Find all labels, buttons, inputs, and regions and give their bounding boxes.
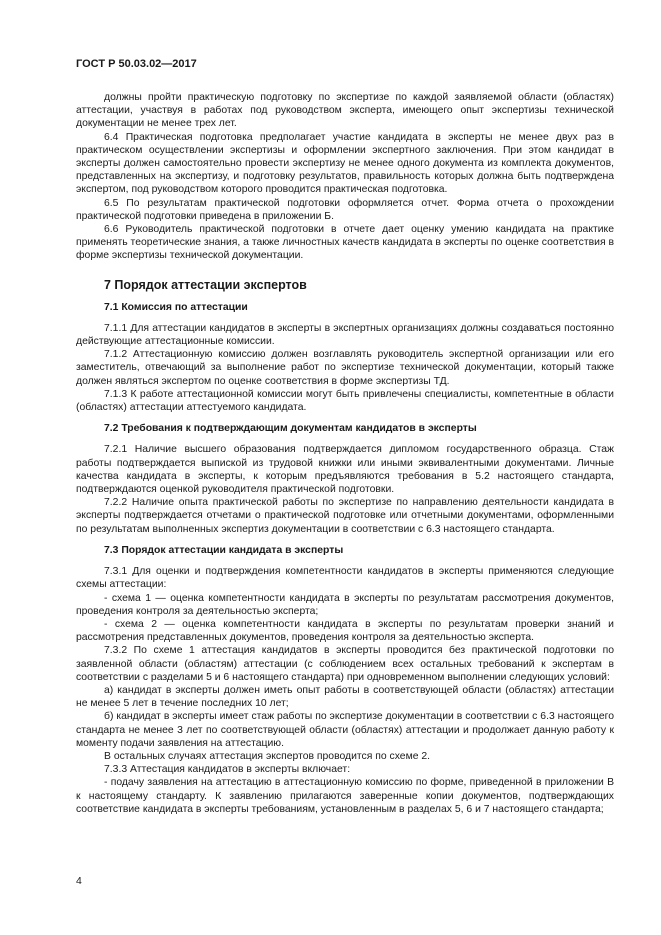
document-header: ГОСТ Р 50.03.02—2017 — [76, 58, 197, 70]
list-item-scheme-2: - схема 2 — оценка компетентности кандидата в эксперты по результатам проверки знаний и рассмотрения представленных документов, проведения контроля за деятельностью эксперта. — [76, 618, 614, 644]
paragraph-7-3-2: 7.3.2 По схеме 1 аттестация кандидатов в эксперты проводится без практической подготовки по заявленной области (областям) аттестации (с соблюдением всех остальных требований к экспертам в соответствии с разделами 5 и 6 настоящего стандарта) при одновременном выполнении следующих условий: — [76, 645, 614, 683]
paragraph-7-2-2: 7.2.2 Наличие опыта практической работы по экспертизе по направлению деятельности кандидата в эксперты подтверждается отчетами о практической подготовке или отчетными документами, оформленными по результатам выполненных экспертиз документации в соответствии с 6.3 настоящего стандарта. — [76, 497, 614, 535]
document-body — [76, 91, 614, 816]
paragraph-6-6: 6.6 Руководитель практической подготовки в отчете дает оценку умению кандидата на практике применять теоретические знания, а также личностных качеств кандидата в эксперты по оценке соответствия в форме экспертизы технической документации. — [76, 224, 614, 262]
section-7-2-heading: 7.2 Требования к подтверждающим документам кандидатов в эксперты — [104, 423, 477, 435]
list-item-submit-application: - подачу заявления на аттестацию в аттестационную комиссию по форме, приведенной в приложении В к настоящему стандарту. К заявлению прилагаются заверенные копии документов, подтверждающих соответствие кандидата в эксперты требованиям, установленным в разделах 5, 6 и 7 настоящего стандарта; — [76, 777, 614, 815]
paragraph-7-2-1: 7.2.1 Наличие высшего образования подтверждается дипломом государственного образца. Стаж работы подтверждается выпиской из трудовой книжки или иными эквивалентными документами. Личные качества кандидата в эксперты, к которым предъявляются требования в 5.2 настоящего стандарта, подтверждаются оценкой руководителя практической подготовки. — [76, 444, 614, 496]
paragraph-continuation: должны пройти практическую подготовку по экспертизе по каждой заявляемой области (областях) аттестации, участвуя в работах под руководством эксперта, имеющего опыт экспертизы технической документации не менее трех лет. — [76, 92, 614, 130]
paragraph-7-3-1: 7.3.1 Для оценки и подтверждения компетентности кандидатов в эксперты применяются следующие схемы аттестации: — [76, 566, 614, 591]
list-item-scheme-1: - схема 1 — оценка компетентности кандидата в эксперты по результатам рассмотрения документов, проведения контроля за деятельностью эксперта; — [76, 592, 614, 617]
paragraph-6-5: 6.5 По результатам практической подготовки оформляется отчет. Форма отчета о прохождении практической подготовки приведена в приложении Б. — [76, 197, 614, 222]
paragraph-7-1-1: 7.1.1 Для аттестации кандидатов в эксперты в экспертных организациях должны создаваться постоянно действующие аттестационные комиссии. — [76, 322, 614, 348]
paragraph-other-cases: В остальных случаях аттестация экспертов проводится по схеме 2. — [104, 750, 431, 762]
section-7-3-heading: 7.3 Порядок аттестации кандидата в эксперты — [104, 544, 344, 556]
page-number: 4 — [76, 876, 82, 887]
section-7-heading: 7 Порядок аттестации экспертов — [104, 277, 307, 292]
paragraph-7-1-2: 7.1.2 Аттестационную комиссию должен возглавлять руководитель экспертной организации или его заместитель, отвечающий за выполнение работ по экспертизе технической документации, который также должен являться экспертом по оценке соответствия в форме экспертизы ТД. — [76, 349, 614, 387]
paragraph-6-4: 6.4 Практическая подготовка предполагает участие кандидата в эксперты не менее двух раз в практическом осуществлении экспертизы и оформлении экспертного заключения. При этом кандидат в эксперты должен самостоятельно провести экспертизу не менее одного документа из комплекта документов, представленных на экспертизу, и подготовку результатов, правильность которых должна быть подтверждена экспертом, под руководством которого проводится практическая подготовка. — [76, 131, 614, 196]
section-7-1-heading: 7.1 Комиссия по аттестации — [104, 301, 248, 313]
paragraph-7-1-3: 7.1.3 К работе аттестационной комиссии могут быть привлечены специалисты, компетентные в области (областях) аттестации аттестуемого кандидата. — [76, 388, 614, 414]
list-item-b: б) кандидат в эксперты имеет стаж работы по экспертизе документации в соответствии с 6.3 настоящего стандарта не менее 3 лет по соответствующей области (областях) аттестации и продолжает данную работу к моменту подачи заявления на аттестацию. — [76, 711, 614, 749]
paragraph-7-3-3: 7.3.3 Аттестация кандидатов в эксперты включает: — [104, 764, 351, 776]
list-item-a: а) кандидат в эксперты должен иметь опыт работы в соответствующей области (областях) аттестации не менее 5 лет в течение последних 10 лет; — [76, 684, 614, 710]
